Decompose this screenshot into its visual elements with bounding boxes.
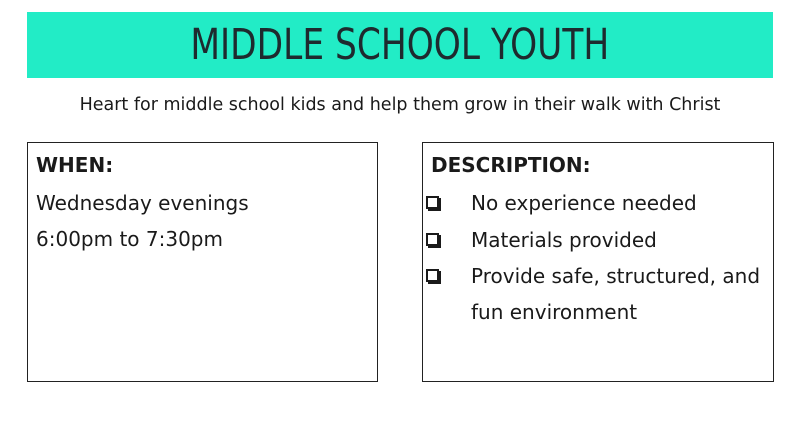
page-subtitle: Heart for middle school kids and help them grow in their walk with Christ <box>79 95 721 115</box>
checkbox-icon <box>426 196 439 209</box>
when-day: Wednesday evenings <box>36 191 249 215</box>
list-item-text: Provide safe, structured, and fun environment <box>471 264 761 324</box>
when-time: 6:00pm to 7:30pm <box>36 227 223 251</box>
page-title: MIDDLE SCHOOL YOUTH <box>190 20 610 70</box>
list-item-text: Materials provided <box>471 228 657 252</box>
title-banner <box>27 12 773 78</box>
list-item-text: No experience needed <box>471 191 697 215</box>
description-heading: DESCRIPTION: <box>431 153 591 177</box>
checkbox-icon <box>426 233 439 246</box>
checkbox-icon <box>426 269 439 282</box>
when-heading: WHEN: <box>36 153 114 177</box>
when-box <box>27 142 378 382</box>
description-box <box>422 142 774 382</box>
